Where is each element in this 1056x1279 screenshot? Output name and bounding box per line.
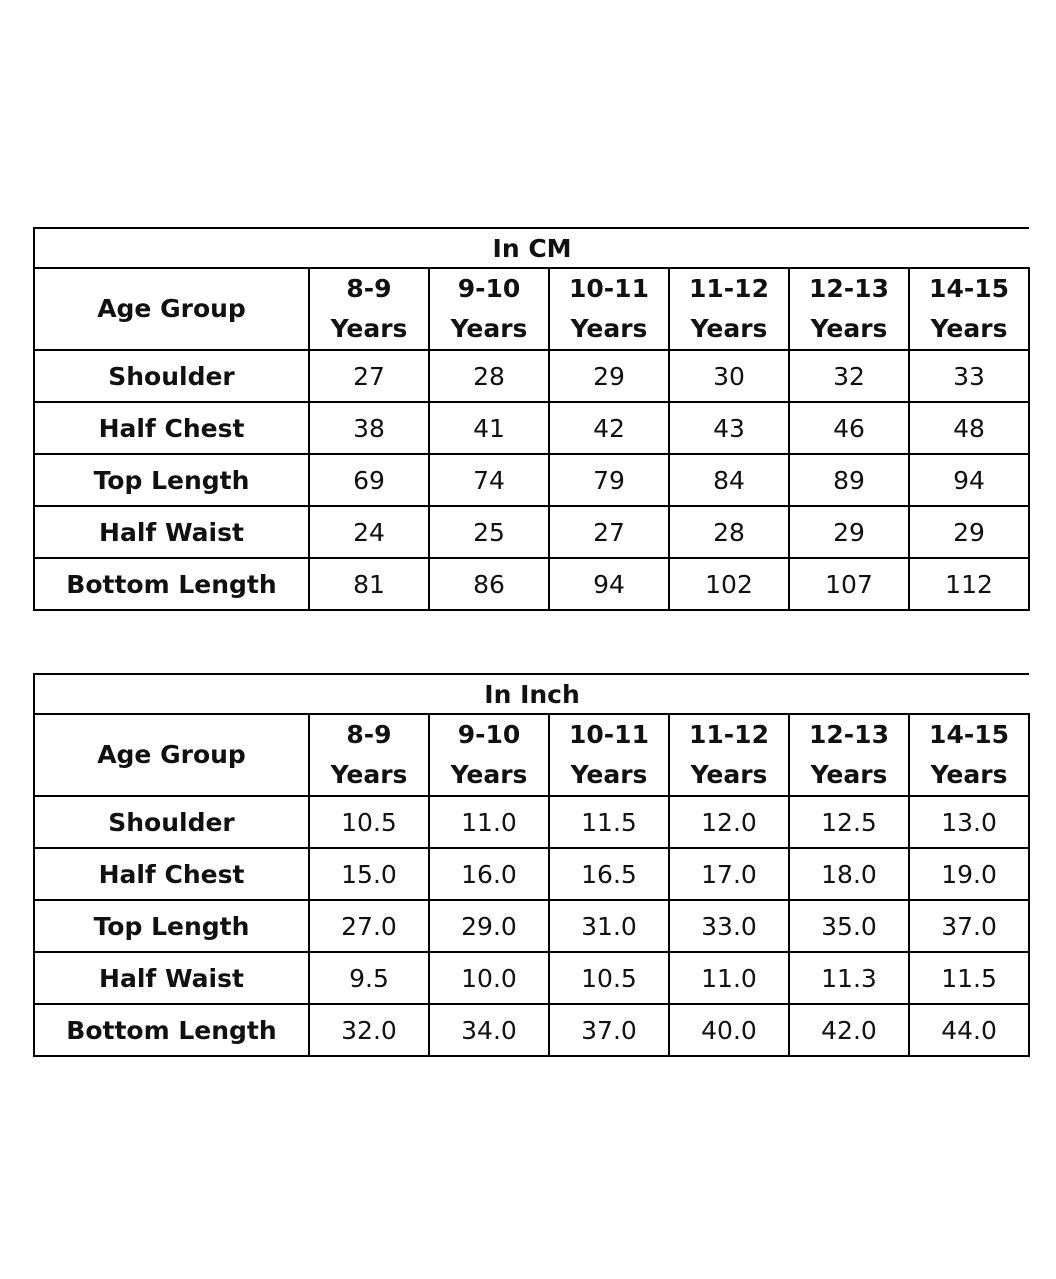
table-cell: 30 <box>669 350 789 402</box>
table-cell: 15.0 <box>309 848 429 900</box>
age-group-header: Age Group <box>34 714 309 796</box>
column-header: 11-12 Years <box>669 268 789 350</box>
table-cell: 32 <box>789 350 909 402</box>
table-cell: 31.0 <box>549 900 669 952</box>
table-cell: 107 <box>789 558 909 610</box>
table-cell: 112 <box>909 558 1029 610</box>
table-cell: 10.0 <box>429 952 549 1004</box>
table-cell: 12.5 <box>789 796 909 848</box>
table-cell: 16.5 <box>549 848 669 900</box>
age-group-header: Age Group <box>34 268 309 350</box>
table-cell: 24 <box>309 506 429 558</box>
row-label: Half Chest <box>34 848 309 900</box>
table-cell: 84 <box>669 454 789 506</box>
table-cell: 74 <box>429 454 549 506</box>
table-row <box>34 558 1029 610</box>
size-chart-inch-table <box>33 673 1030 1057</box>
column-header: 9-10 Years <box>429 714 549 796</box>
table-cell: 102 <box>669 558 789 610</box>
table-cell: 32.0 <box>309 1004 429 1056</box>
table-row <box>34 402 1029 454</box>
column-header: 14-15 Years <box>909 268 1029 350</box>
row-label: Shoulder <box>34 796 309 848</box>
table-cell: 89 <box>789 454 909 506</box>
table-cell: 48 <box>909 402 1029 454</box>
table-cell: 11.5 <box>549 796 669 848</box>
row-label: Top Length <box>34 454 309 506</box>
table-cell: 27 <box>309 350 429 402</box>
column-header: 11-12 Years <box>669 714 789 796</box>
column-header: 12-13 Years <box>789 714 909 796</box>
table-cell: 11.5 <box>909 952 1029 1004</box>
table-cell: 41 <box>429 402 549 454</box>
table-header-row <box>34 268 1029 350</box>
table-cell: 40.0 <box>669 1004 789 1056</box>
table-cell: 33.0 <box>669 900 789 952</box>
table-cell: 29 <box>789 506 909 558</box>
table-row <box>34 796 1029 848</box>
row-label: Half Waist <box>34 952 309 1004</box>
table-cell: 42.0 <box>789 1004 909 1056</box>
table-cell: 11.0 <box>669 952 789 1004</box>
row-label: Shoulder <box>34 350 309 402</box>
table-cell: 42 <box>549 402 669 454</box>
table-row <box>34 454 1029 506</box>
table-cell: 43 <box>669 402 789 454</box>
table-row <box>34 848 1029 900</box>
table-title-row <box>34 228 1029 268</box>
table-cell: 9.5 <box>309 952 429 1004</box>
table-cell: 94 <box>909 454 1029 506</box>
table-cell: 37.0 <box>549 1004 669 1056</box>
table-cell: 18.0 <box>789 848 909 900</box>
row-label: Half Chest <box>34 402 309 454</box>
table-cell: 86 <box>429 558 549 610</box>
table-cell: 10.5 <box>549 952 669 1004</box>
row-label: Bottom Length <box>34 558 309 610</box>
table-cell: 29 <box>909 506 1029 558</box>
table-cell: 12.0 <box>669 796 789 848</box>
table-cell: 29.0 <box>429 900 549 952</box>
table-row <box>34 1004 1029 1056</box>
table-cell: 28 <box>429 350 549 402</box>
column-header: 12-13 Years <box>789 268 909 350</box>
table-title: In Inch <box>34 674 1029 714</box>
table-cell: 11.3 <box>789 952 909 1004</box>
table-cell: 16.0 <box>429 848 549 900</box>
table-cell: 69 <box>309 454 429 506</box>
table-cell: 94 <box>549 558 669 610</box>
column-header: 14-15 Years <box>909 714 1029 796</box>
table-cell: 28 <box>669 506 789 558</box>
column-header: 10-11 Years <box>549 714 669 796</box>
table-cell: 29 <box>549 350 669 402</box>
table-cell: 11.0 <box>429 796 549 848</box>
column-header: 8-9 Years <box>309 714 429 796</box>
table-row <box>34 900 1029 952</box>
column-header: 10-11 Years <box>549 268 669 350</box>
table-title-row <box>34 674 1029 714</box>
table-cell: 13.0 <box>909 796 1029 848</box>
column-header: 8-9 Years <box>309 268 429 350</box>
table-header-row <box>34 714 1029 796</box>
row-label: Bottom Length <box>34 1004 309 1056</box>
table-cell: 44.0 <box>909 1004 1029 1056</box>
row-label: Half Waist <box>34 506 309 558</box>
table-row <box>34 506 1029 558</box>
table-cell: 46 <box>789 402 909 454</box>
table-row <box>34 952 1029 1004</box>
table-cell: 10.5 <box>309 796 429 848</box>
table-title: In CM <box>34 228 1029 268</box>
table-cell: 25 <box>429 506 549 558</box>
table-cell: 38 <box>309 402 429 454</box>
size-chart-cm-table <box>33 227 1030 611</box>
row-label: Top Length <box>34 900 309 952</box>
table-cell: 17.0 <box>669 848 789 900</box>
table-cell: 79 <box>549 454 669 506</box>
column-header: 9-10 Years <box>429 268 549 350</box>
table-cell: 34.0 <box>429 1004 549 1056</box>
table-cell: 27.0 <box>309 900 429 952</box>
table-cell: 19.0 <box>909 848 1029 900</box>
table-cell: 27 <box>549 506 669 558</box>
table-cell: 81 <box>309 558 429 610</box>
table-cell: 35.0 <box>789 900 909 952</box>
table-row <box>34 350 1029 402</box>
table-cell: 33 <box>909 350 1029 402</box>
table-cell: 37.0 <box>909 900 1029 952</box>
